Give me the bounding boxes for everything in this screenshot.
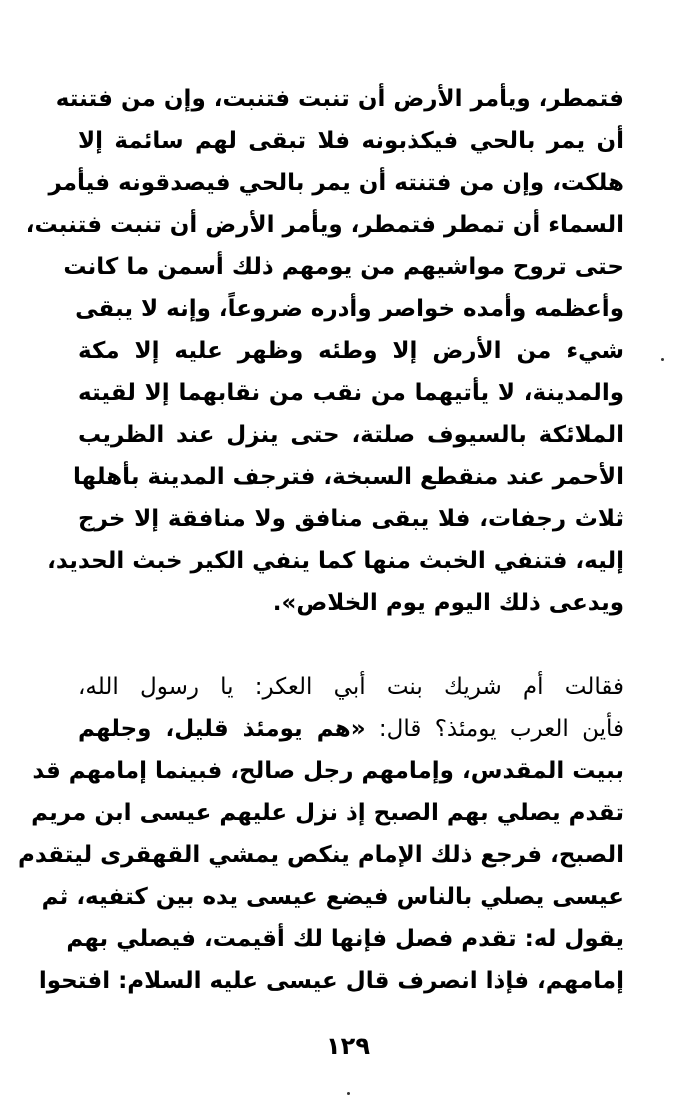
text-line: ثلاث رجفات، فلا يبقى منافق ولا منافقة إلا خرج — [78, 506, 624, 532]
text-line: الملائكة بالسيوف صلتة، حتى ينزل عند الظريب — [78, 422, 624, 448]
text-line: فتمطر، ويأمر الأرض أن تنبت فتنبت، وإن من فتنته — [55, 86, 624, 112]
text-line: شيء من الأرض إلا وطئه وظهر عليه إلا مكة — [78, 338, 624, 364]
text-line: حتى تروح مواشيهم من يومهم ذلك أسمن ما كانت — [63, 254, 624, 280]
text-line: الأحمر عند منقطع السبخة، فترجف المدينة بأهلها — [73, 464, 624, 490]
text-line: إمامهم، فإذا انصرف قال عيسى عليه السلام: افتحوا — [38, 968, 624, 994]
question-text: فأين العرب يومئذ؟ قال: — [365, 716, 624, 742]
text-line: إليه، فتنفي الخبث منها كما ينفي الكير خبث الحديد، — [47, 548, 624, 574]
scan-speck — [347, 1092, 350, 1095]
text-line: عيسى يصلي بالناس فيضع عيسى يده بين كتفيه، ثم — [41, 884, 624, 910]
answer-text: «هم يومئذ قليل، وجلهم — [78, 716, 366, 742]
text-line: وأعظمه وأمده خواصر وأدره ضروعاً، وإنه لا يبقى — [75, 296, 624, 322]
scan-speck — [661, 358, 664, 361]
text-line-mixed — [78, 708, 624, 750]
text-line: الصبح، فرجع ذلك الإمام ينكص يمشي القهقرى ليتقدم — [17, 842, 624, 868]
text-line: والمدينة، لا يأتيهما من نقب من نقابهما إلا لقيته — [78, 380, 624, 406]
page-number: ١٢٩ — [326, 1032, 370, 1060]
paragraph-hadith-continuation — [25, 78, 624, 624]
text-line: فقالت أم شريك بنت أبي العكر: يا رسول الله، — [78, 674, 624, 700]
text-line: ويدعى ذلك اليوم يوم الخلاص». — [272, 590, 624, 616]
text-line: السماء أن تمطر فتمطر، ويأمر الأرض أن تنبت فتنبت، — [25, 212, 624, 238]
text-line: يقول له: تقدم فصل فإنها لك أقيمت، فيصلي بهم — [66, 926, 624, 952]
text-line: ببيت المقدس، وإمامهم رجل صالح، فبينما إمامهم قد — [32, 758, 624, 784]
text-line: أن يمر بالحي فيكذبونه فلا تبقى لهم سائمة إلا — [78, 128, 624, 154]
text-line: هلكت، وإن من فتنته أن يمر بالحي فيصدقونه فيأمر — [48, 170, 624, 196]
paragraph-umm-sharik-question — [17, 666, 624, 1002]
text-line: تقدم يصلي بهم الصبح إذ نزل عليهم عيسى ابن مريم — [31, 800, 624, 826]
